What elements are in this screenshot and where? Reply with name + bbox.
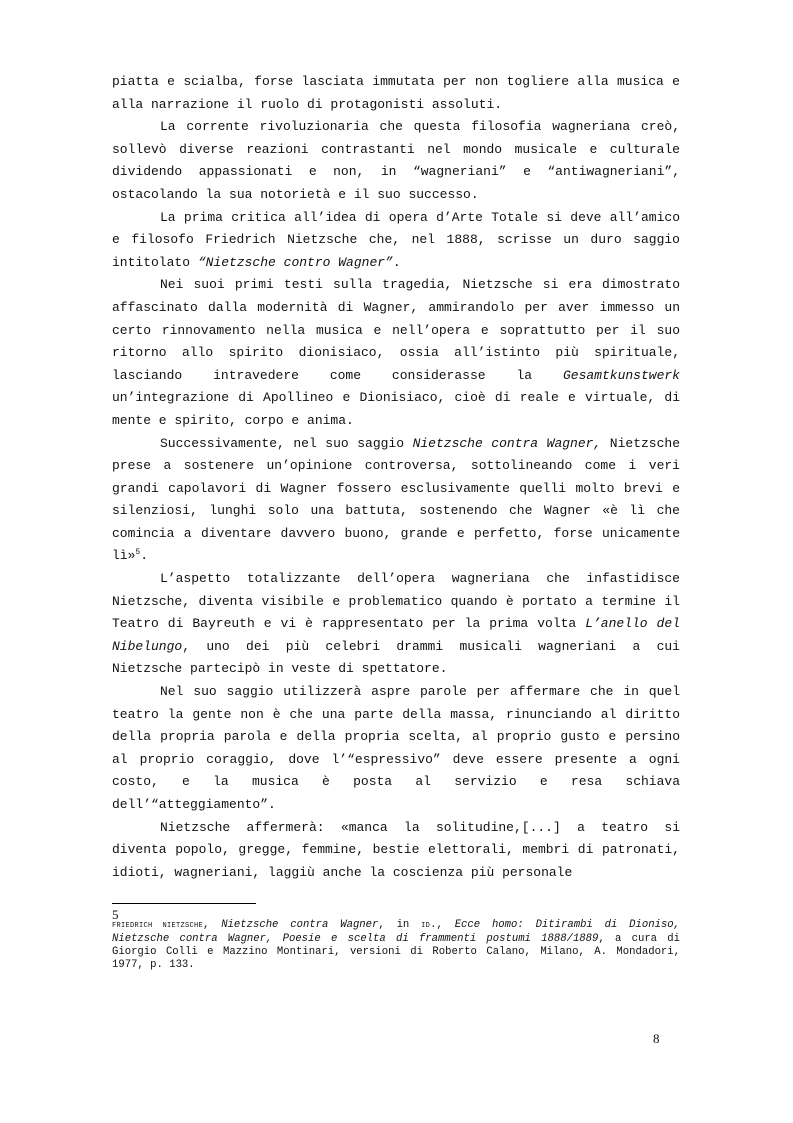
body-text [112, 71, 680, 884]
footnote-reference[interactable]: 5 [135, 548, 141, 558]
essay-title: “Nietzsche contro Wagner” [197, 254, 393, 270]
footnote-title-1: Nietzsche contra Wagner [221, 919, 379, 931]
footnote-title-2: Ecce homo: Ditirambi di Dioniso, Nietzsche contra Wagner, Poesie e scelta di frammenti postumi 1888/1889 [112, 919, 681, 945]
footnote: FRIEDRICH NIETZSCHE, Nietzsche contra Wagner, in ID., Ecce homo: Ditirambi di Dioniso, Nietzsche contra Wagner, Poesie e scelta di frammenti postumi 1888/1889, a cura di Giorgio Colli e Mazzino Montinari, versioni di Roberto Calano, Milano, A. Mondadori, 1977, p. 133. [112, 919, 681, 971]
paragraph-2: La corrente rivoluzionaria che questa filosofia wagneriana creò, sollevò diverse reazioni contrastanti nel mondo musicale e culturale dividendo appassionati e non, in “wagneriani” e “antiwagneriani”, ostacolando la sua notorietà e il suo successo. [112, 119, 680, 202]
paragraph-3: La prima critica all’idea di opera d’Arte Totale si deve all’amico e filosofo Friedrich Nietzsche che, nel 1888, scrisse un duro saggio intitolato “Nietzsche contro Wagner”. [112, 209, 680, 270]
footnote-author: FRIEDRICH NIETZSCHE [112, 922, 203, 930]
page-number: 8 [653, 1031, 660, 1046]
gesamtkunstwerk-term: Gesamtkunstwerk [562, 367, 680, 383]
essay-title: Nietzsche contra Wagner, [412, 435, 602, 451]
paragraph-1: piatta e scialba, forse lasciata immutata per non togliere alla musica e alla narrazione il ruolo di protagonisti assoluti. [112, 74, 680, 112]
paragraph-5: Successivamente, nel suo saggio Nietzsche contra Wagner, Nietzsche prese a sostenere un’opinione controversa, sottolineando come i veri grandi capolavori di Wagner fossero esclusivamente quelli molto brevi e silenziosi, lunghi solo una battuta, sostenendo che Wagner «è lì che comincia a diventare davvero buono, grande e perfetto, forse unicamente lì»$^5$. [112, 435, 681, 564]
paragraph-6: L’aspetto totalizzante dell’opera wagneriana che infastidisce Nietzsche, diventa visibile e problematico quando è portato a termine il Teatro di Bayreuth e vi è rappresentato per la prima volta L’anello del Nibelungo, uno dei più celebri drammi musicali wagneriani a cui Nietzsche partecipò in veste di spettatore. [112, 571, 680, 677]
paragraph-4: Nei suoi primi testi sulla tragedia, Nietzsche si era dimostrato affascinato dalla modernità di Wagner, ammirandolo per aver immesso un certo rinnovamento nella musica e nell’opera e soprattutto per il suo ritorno allo spirito dionisiaco, ossia all’istinto più spirituale, lasciando intravedere come considerasse la Gesamtkunstwerk un’integrazione di Apollineo e Dionisiaco, cioè di reale e virtuale, di mente e spirito, corpo e anima. [112, 277, 680, 428]
paragraph-7: Nel suo saggio utilizzerà aspre parole per affermare che in quel teatro la gente non è che una parte della massa, rinunciando al diritto della propria parola e della propria scelta, al proprio gusto e persino al proprio coraggio, dove l’“espressivo” deve essere presente a ogni costo, e la musica è posta al servizio e resa schiava dell’“atteggiamento”. [112, 684, 680, 812]
paragraph-8: Nietzsche affermerà: «manca la solitudine,[...] a teatro si diventa popolo, gregge, femmine, bestie elettorali, membri di patronati, idioti, wagneriani, laggiù anche la coscienza più personale [112, 819, 680, 880]
footnote-number: 5 [112, 907, 119, 922]
footnote-id: ID [421, 922, 431, 930]
footnote-separator [112, 903, 256, 904]
opera-title: L’anello del Nibelungo [112, 616, 680, 654]
